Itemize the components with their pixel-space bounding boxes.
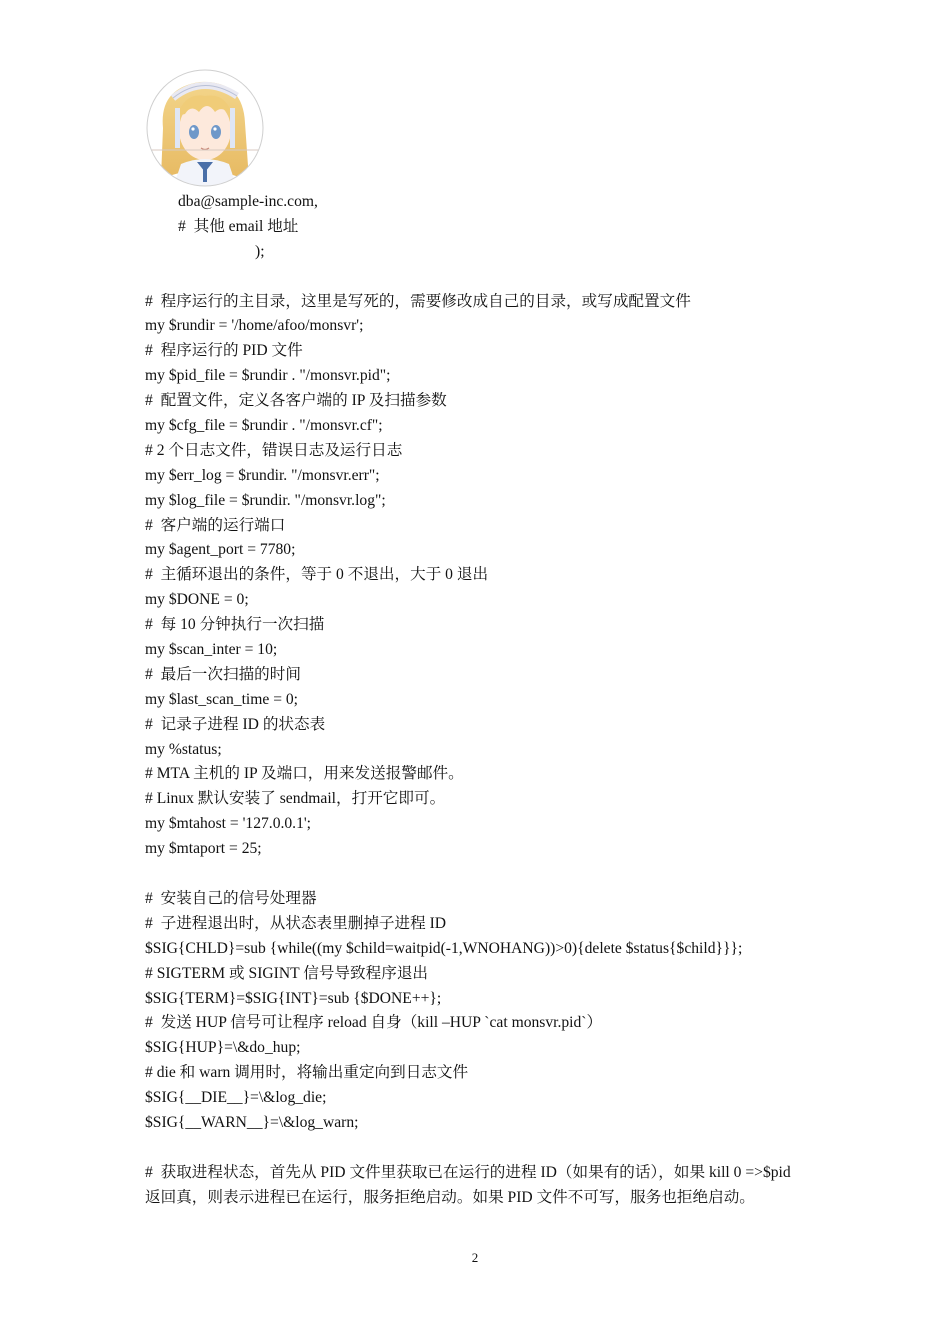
code-line: ); [255, 242, 265, 260]
comment-line: # 其他 email 地址 [178, 217, 299, 235]
code-line: my $mtahost = '127.0.0.1'; [145, 815, 312, 833]
code-line: my $log_file = $rundir. "/monsvr.log"; [145, 491, 386, 509]
comment-line: # 获取进程状态，首先从 PID 文件里获取已在运行的进程 ID（如果有的话），如果 kill 0 =>$pid [145, 1163, 791, 1181]
code-line: $SIG{TERM}=$SIG{INT}=sub {$DONE++}; [145, 989, 442, 1007]
comment-line: # MTA 主机的 IP 及端口，用来发送报警邮件。 [145, 765, 464, 783]
code-line: my $last_scan_time = 0; [145, 690, 299, 708]
blank-line [145, 265, 825, 290]
blank-line [145, 862, 825, 887]
code-line: my $cfg_file = $rundir . "/monsvr.cf"; [145, 417, 383, 435]
code-line: my $DONE = 0; [145, 591, 249, 609]
code-line: my %status; [145, 740, 222, 758]
comment-line: # 客户端的运行端口 [145, 516, 286, 534]
blank-line [145, 1136, 825, 1161]
anime-avatar-illustration [145, 68, 265, 188]
comment-line: # Linux 默认安装了 sendmail，打开它即可。 [145, 790, 446, 808]
comment-line: # 最后一次扫描的时间 [145, 665, 301, 683]
comment-line: # 配置文件，定义各客户端的 IP 及扫描参数 [145, 392, 447, 410]
code-line: my $agent_port = 7780; [145, 541, 296, 559]
comment-line: 返回真，则表示进程已在运行，服务拒绝启动。如果 PID 文件不可写，服务也拒绝启动。 [145, 1188, 755, 1206]
comment-line: # 程序运行的 PID 文件 [145, 342, 303, 360]
code-line: $SIG{__WARN__}=\&log_warn; [145, 1113, 359, 1131]
code-line: my $err_log = $rundir. "/monsvr.err"; [145, 466, 380, 484]
code-line: $SIG{__DIE__}=\&log_die; [145, 1089, 327, 1107]
comment-line: # 记录子进程 ID 的状态表 [145, 715, 326, 733]
avatar-image [145, 68, 265, 188]
page-number: 2 [471, 1250, 479, 1265]
code-line: my $pid_file = $rundir . "/monsvr.pid"; [145, 367, 391, 385]
code-line: my $rundir = '/home/afoo/monsvr'; [145, 317, 364, 335]
comment-line: # SIGTERM 或 SIGINT 信号导致程序退出 [145, 964, 429, 982]
code-line: my $scan_inter = 10; [145, 641, 278, 659]
comment-line: # 子进程退出时，从状态表里删掉子进程 ID [145, 914, 447, 932]
comment-line: # 程序运行的主目录，这里是写死的，需要修改成自己的目录，或写成配置文件 [145, 292, 691, 310]
comment-line: # 2 个日志文件，错误日志及运行日志 [145, 441, 403, 459]
comment-line: # 每 10 分钟执行一次扫描 [145, 616, 325, 634]
comment-line: # 发送 HUP 信号可让程序 reload 自身（kill –HUP `cat monsvr.pid`） [145, 1014, 603, 1032]
document-body [145, 190, 825, 1211]
code-line: dba@sample-inc.com, [178, 193, 318, 210]
comment-line: # 主循环退出的条件，等于 0 不退出，大于 0 退出 [145, 566, 489, 584]
code-line: $SIG{CHLD}=sub {while((my $child=waitpid(-1,WNOHANG))>0){delete $status{$child}}}; [145, 939, 743, 957]
code-line: $SIG{HUP}=\&do_hup; [145, 1039, 301, 1057]
code-line: my $mtaport = 25; [145, 840, 262, 858]
comment-line: # die 和 warn 调用时，将输出重定向到日志文件 [145, 1064, 469, 1082]
comment-line: # 安装自己的信号处理器 [145, 889, 317, 907]
